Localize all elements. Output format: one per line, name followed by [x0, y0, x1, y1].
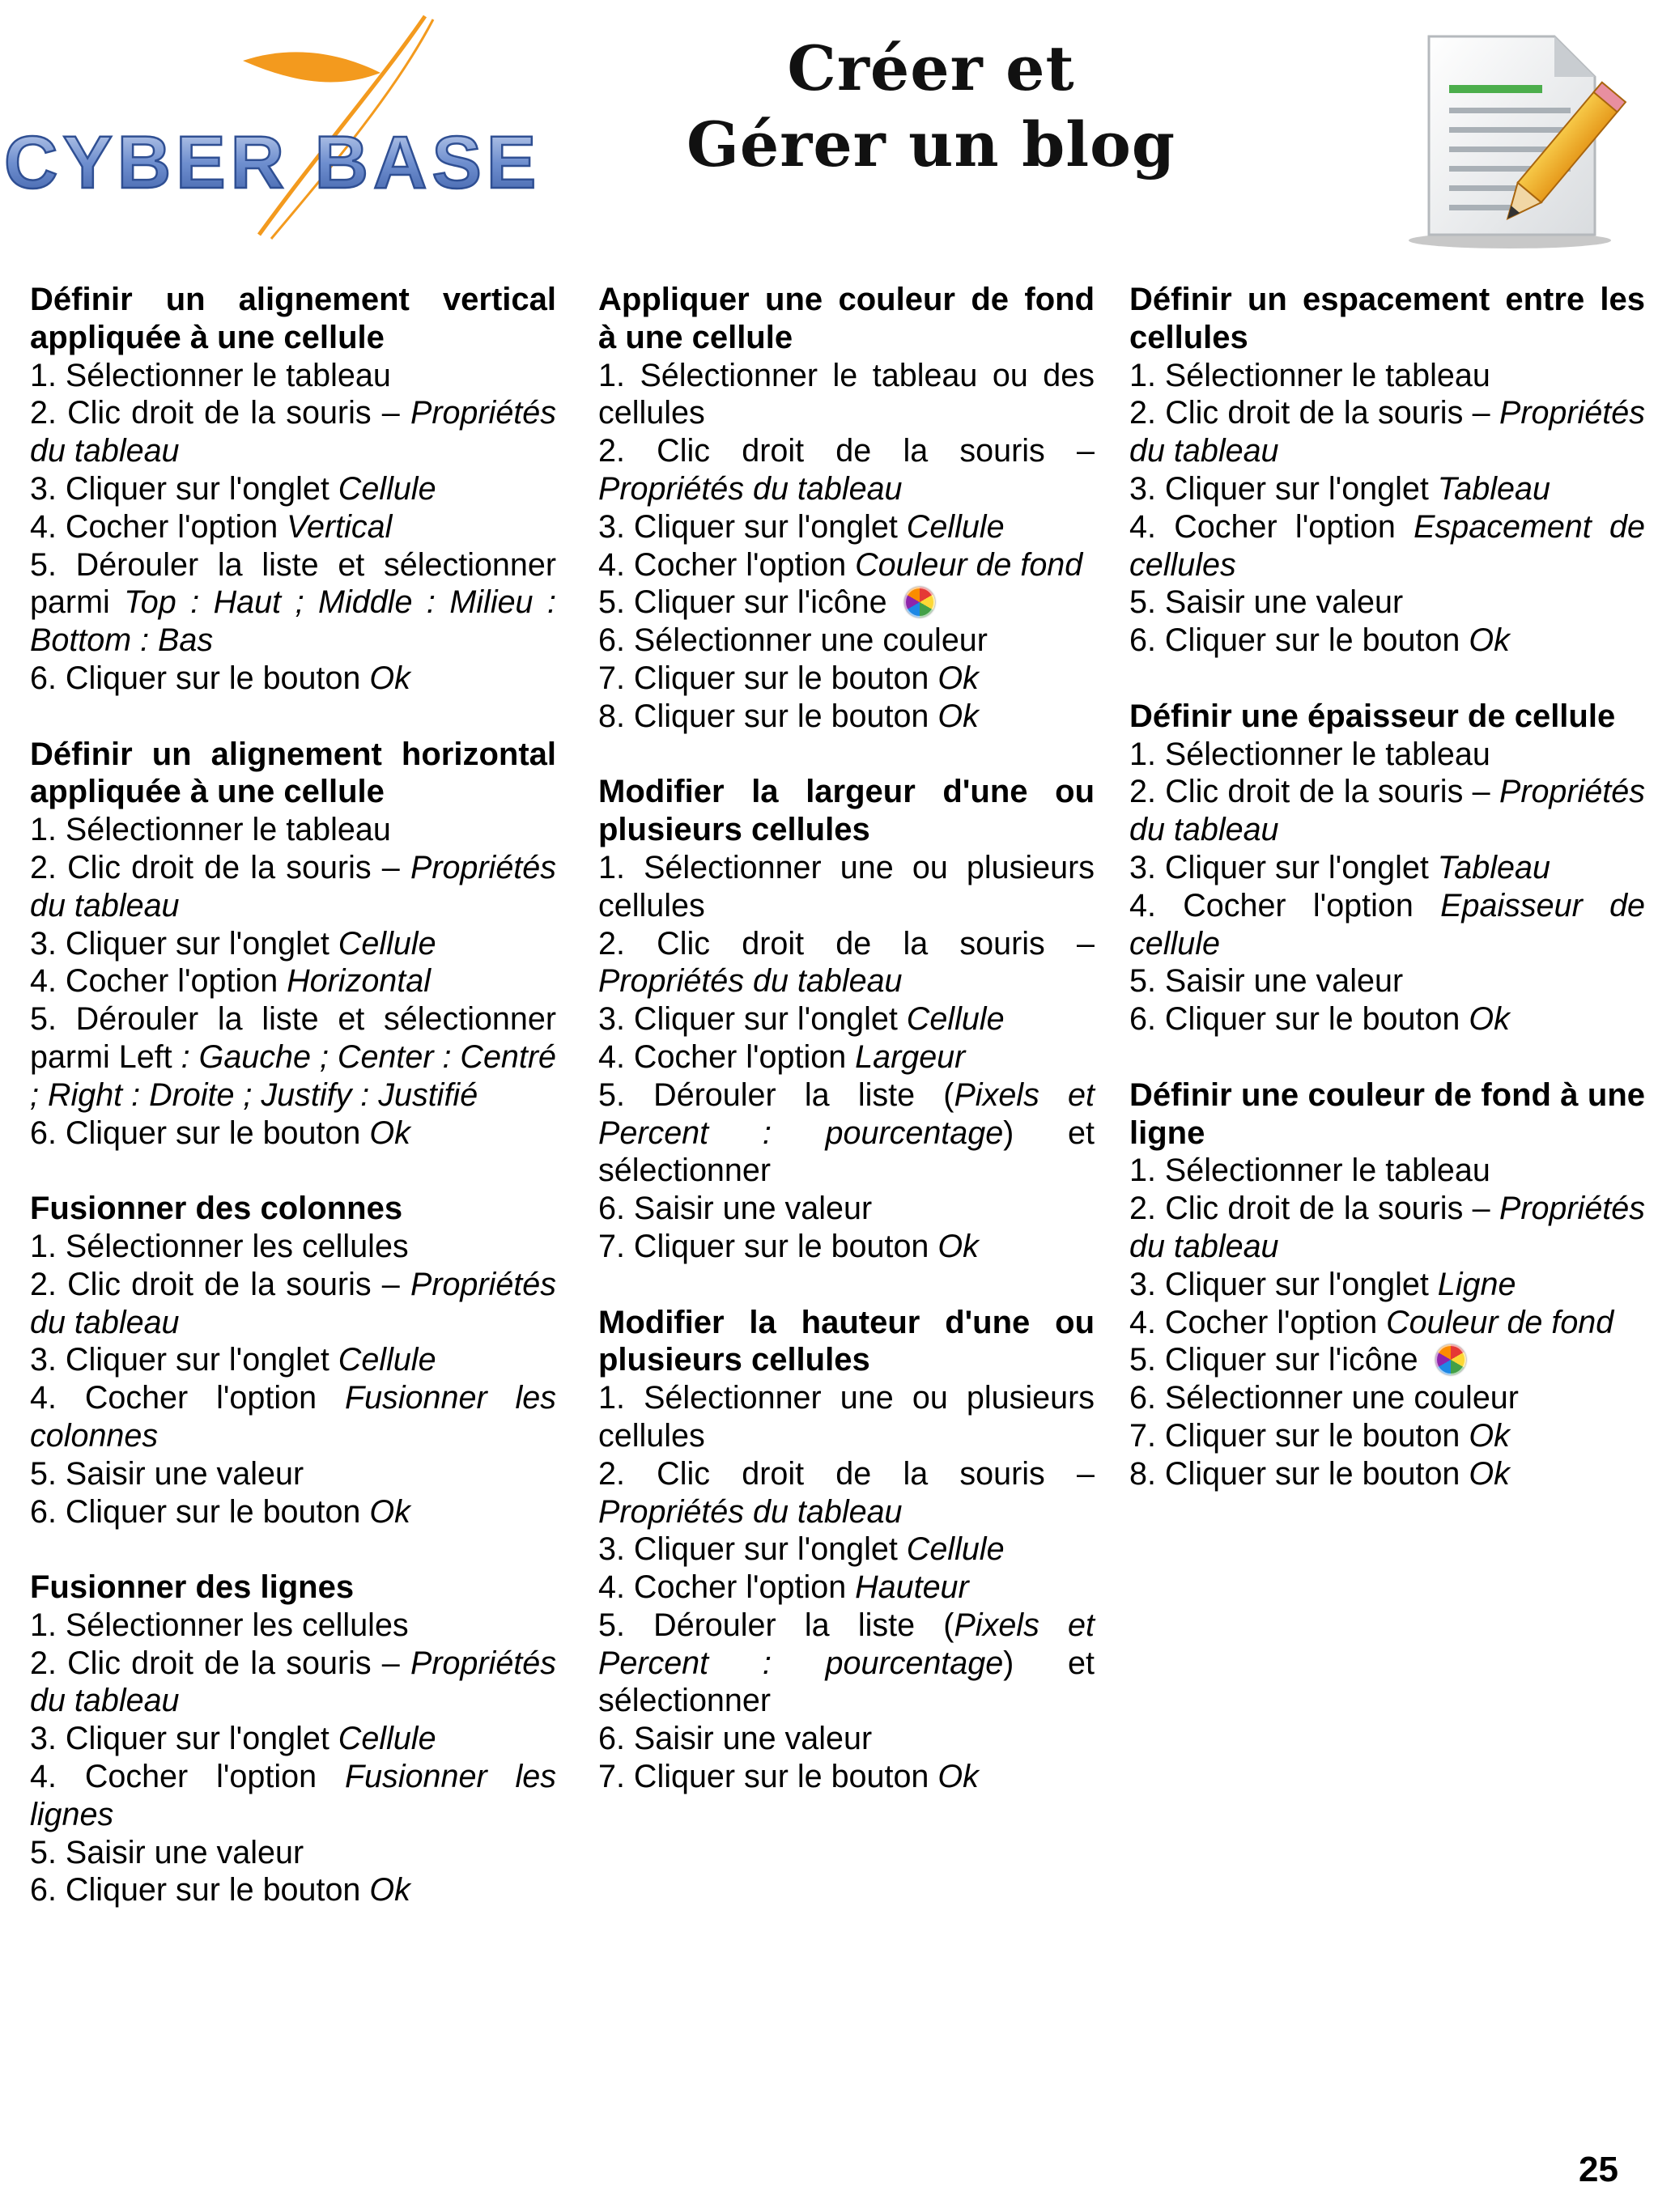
section-heading: Définir un espacement entre les cellules [1129, 282, 1645, 355]
instruction-step: 1. Sélectionner le tableau [30, 812, 391, 848]
instruction-section [30, 1190, 556, 1531]
instruction-step: 8. Cliquer sur le bouton Ok [598, 698, 979, 734]
instruction-step: 3. Cliquer sur l'onglet Tableau [1129, 470, 1550, 507]
instruction-step: 7. Cliquer sur le bouton Ok [598, 660, 979, 696]
instruction-step: 4. Cocher l'option Espacement de cellules [1129, 508, 1645, 583]
instruction-step: 6. Cliquer sur le bouton Ok [30, 660, 410, 696]
instruction-step: 2. Clic droit de la souris – Propriétés du tableau [30, 395, 556, 469]
color-wheel-icon [1435, 1344, 1466, 1375]
page-number: 25 [1579, 2150, 1618, 2189]
instruction-step: 6. Cliquer sur le bouton Ok [30, 1872, 410, 1908]
instruction-step: 4. Cocher l'option Fusionner les colonnes [30, 1380, 557, 1454]
section-heading: Fusionner des lignes [30, 1569, 355, 1606]
instruction-step: 4. Cocher l'option Epaisseur de cellule [1129, 887, 1646, 962]
instruction-section [1129, 1076, 1645, 1493]
instruction-step: 1. Sélectionner les cellules [30, 1607, 409, 1643]
section-heading: Définir une épaisseur de cellule [1129, 698, 1616, 734]
instruction-step: 5. Saisir une valeur [30, 1834, 304, 1870]
instruction-step: 3. Cliquer sur l'onglet Cellule [30, 1342, 436, 1378]
section-heading: Appliquer une couleur de fond à une cellule [598, 282, 1095, 355]
instruction-step: 1. Sélectionner le tableau [1129, 357, 1490, 393]
instruction-step: 1. Sélectionner les cellules [30, 1228, 409, 1264]
instruction-step: 1. Sélectionner le tableau [30, 357, 391, 393]
instruction-step: 8. Cliquer sur le bouton Ok [1129, 1455, 1510, 1492]
section-heading: Définir un alignement vertical appliquée à une cellule [30, 282, 556, 355]
instruction-step: 5. Saisir une valeur [30, 1455, 304, 1492]
instruction-step: 4. Cocher l'option Largeur [598, 1038, 966, 1075]
instruction-section [30, 281, 556, 698]
instruction-step: 2. Clic droit de la souris – Propriétés du tableau [598, 433, 1095, 507]
cyber-base-logo [0, 8, 615, 243]
instruction-step: 3. Cliquer sur l'onglet Ligne [1129, 1266, 1516, 1302]
instruction-step: 5. Saisir une valeur [1129, 584, 1404, 621]
color-wheel-icon [904, 587, 935, 618]
section-heading: Définir une couleur de fond à une ligne [1129, 1076, 1645, 1151]
instruction-section [598, 281, 1095, 736]
section-heading: Fusionner des colonnes [30, 1191, 403, 1227]
section-heading: Modifier la hauteur d'une ou plusieurs cellules [598, 1304, 1095, 1378]
instruction-step: 4. Cocher l'option Horizontal [30, 963, 431, 1000]
instruction-step: 5. Dérouler la liste (Pixels et Percent : pourcentage) et sélectionner [598, 1076, 1095, 1189]
instruction-step: 4. Cocher l'option Fusionner les lignes [30, 1759, 557, 1832]
instruction-section [1129, 698, 1645, 1038]
instruction-step: 3. Cliquer sur l'onglet Cellule [30, 925, 436, 962]
instruction-step: 5. Saisir une valeur [1129, 963, 1404, 1000]
instruction-step: 2. Clic droit de la souris – Propriétés du tableau [30, 849, 556, 923]
instruction-step: 5. Cliquer sur l'icône [598, 584, 1095, 622]
instruction-section [30, 736, 556, 1153]
instruction-section [598, 1304, 1095, 1796]
instruction-step: 3. Cliquer sur l'onglet Cellule [30, 1721, 436, 1757]
instruction-step: 6. Saisir une valeur [598, 1191, 873, 1227]
svg-text:CYBER BASE: CYBER BASE [4, 121, 542, 204]
instruction-section [30, 1569, 556, 1909]
instruction-step: 4. Cocher l'option Couleur de fond [1129, 1304, 1614, 1340]
instruction-step: 7. Cliquer sur le bouton Ok [1129, 1417, 1510, 1454]
instruction-section [598, 773, 1095, 1265]
document-pencil-icon [1405, 28, 1631, 255]
instruction-step: 1. Sélectionner le tableau ou des cellules [598, 357, 1095, 431]
instruction-step: 3. Cliquer sur l'onglet Tableau [1129, 849, 1550, 885]
instruction-step: 1. Sélectionner le tableau [1129, 1153, 1490, 1189]
title-line-1: Créer et [787, 32, 1075, 104]
instruction-step: 2. Clic droit de la souris – Propriétés du tableau [1129, 395, 1645, 469]
instruction-step: 2. Clic droit de la souris – Propriétés du tableau [30, 1645, 556, 1719]
instruction-step: 3. Cliquer sur l'onglet Cellule [598, 1001, 1005, 1038]
instruction-step: 2. Clic droit de la souris – Propriétés du tableau [598, 925, 1095, 1000]
instruction-step: 6. Cliquer sur le bouton Ok [30, 1114, 410, 1151]
instruction-step: 5. Dérouler la liste (Pixels et Percent : pourcentage) et sélectionner [598, 1607, 1095, 1719]
instruction-step: 2. Clic droit de la souris – Propriétés du tableau [598, 1455, 1095, 1530]
instruction-step: 2. Clic droit de la souris – Propriétés du tableau [1129, 774, 1645, 848]
instruction-step: 6. Cliquer sur le bouton Ok [30, 1493, 410, 1530]
instruction-step: 1. Sélectionner une ou plusieurs cellules [598, 849, 1095, 923]
instruction-step: 6. Cliquer sur le bouton Ok [1129, 622, 1510, 659]
page-header [0, 0, 1658, 259]
instruction-step: 5. Dérouler la liste et sélectionner parmi Left : Gauche ; Center : Centré ; Right : Droite ; Justify : Justifié [30, 1001, 556, 1113]
instruction-step: 1. Sélectionner le tableau [1129, 736, 1490, 772]
column-1 [30, 281, 556, 1947]
instruction-step: 6. Saisir une valeur [598, 1721, 873, 1757]
instruction-step: 2. Clic droit de la souris – Propriétés du tableau [30, 1266, 556, 1340]
page-title [656, 31, 1206, 183]
instruction-step: 7. Cliquer sur le bouton Ok [598, 1759, 979, 1795]
instruction-step: 3. Cliquer sur l'onglet Cellule [30, 470, 436, 507]
instruction-step: 2. Clic droit de la souris – Propriétés du tableau [1129, 1191, 1645, 1264]
instruction-step: 4. Cocher l'option Vertical [30, 508, 393, 545]
column-3 [1129, 281, 1645, 1531]
instruction-section [1129, 281, 1645, 660]
instruction-step: 4. Cocher l'option Couleur de fond [598, 546, 1083, 583]
instruction-step: 4. Cocher l'option Hauteur [598, 1569, 969, 1606]
instruction-step: 6. Sélectionner une couleur [598, 622, 988, 659]
instruction-step: 1. Sélectionner une ou plusieurs cellules [598, 1380, 1095, 1454]
instruction-step: 7. Cliquer sur le bouton Ok [598, 1228, 979, 1264]
instruction-step: 5. Cliquer sur l'icône [1129, 1341, 1645, 1379]
instruction-step: 6. Cliquer sur le bouton Ok [1129, 1001, 1510, 1038]
instruction-step: 5. Dérouler la liste et sélectionner parmi Top : Haut ; Middle : Milieu : Bottom : Bas [30, 546, 556, 659]
column-2 [598, 281, 1095, 1834]
section-heading: Modifier la largeur d'une ou plusieurs cellules [598, 774, 1095, 848]
instruction-step: 3. Cliquer sur l'onglet Cellule [598, 508, 1005, 545]
instruction-step: 6. Sélectionner une couleur [1129, 1380, 1519, 1416]
section-heading: Définir un alignement horizontal appliquée à une cellule [30, 736, 556, 810]
instruction-step: 3. Cliquer sur l'onglet Cellule [598, 1531, 1005, 1568]
title-line-2: Gérer un blog [687, 108, 1175, 180]
